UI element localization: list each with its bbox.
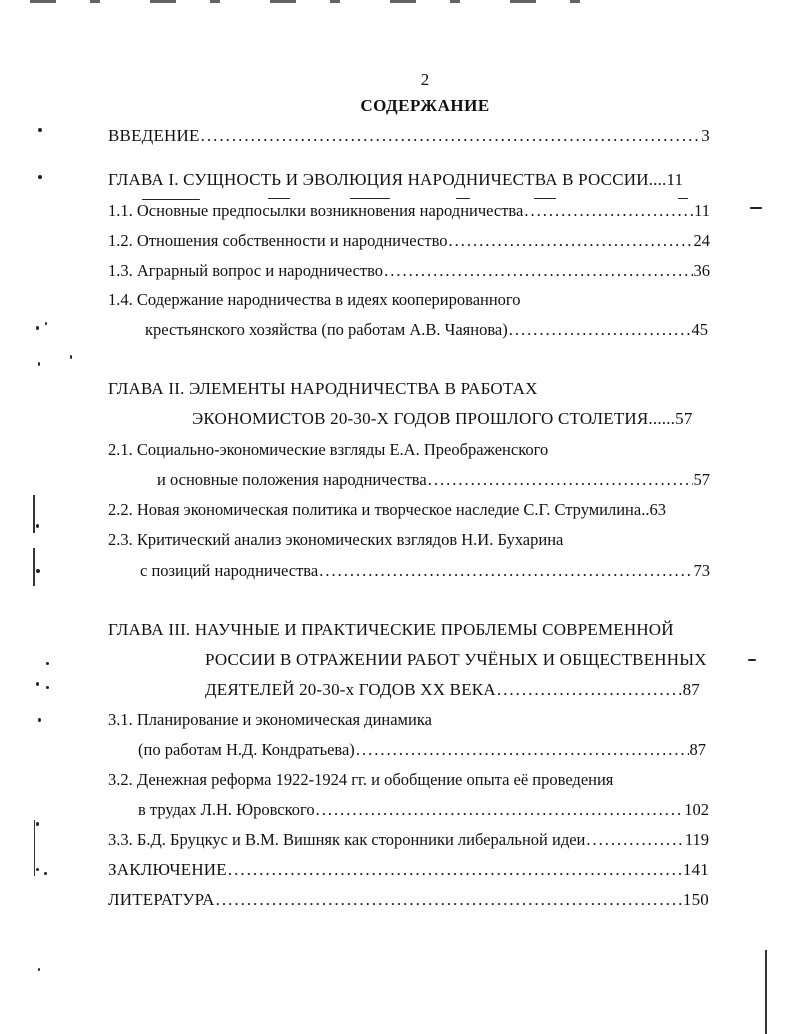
scan-speck <box>38 175 42 179</box>
toc-chapter-2-line1: ГЛАВА II. ЭЛЕМЕНТЫ НАРОДНИЧЕСТВА В РАБОТАХ <box>108 379 538 398</box>
toc-leader-dots <box>449 231 693 251</box>
toc-entry-3-2-line1: 3.2. Денежная реформа 1922-1924 гг. и обобщение опыта её проведения <box>108 770 614 789</box>
toc-title: СОДЕРЖАНИЕ <box>360 96 490 115</box>
scan-margin-line <box>33 548 35 586</box>
toc-chapter-2-line2: ЭКОНОМИСТОВ 20-30-Х ГОДОВ ПРОШЛОГО СТОЛЕТИЯ......57 <box>192 409 693 428</box>
pen-mark <box>534 198 556 199</box>
toc-entry-3-1-line2 <box>138 740 706 760</box>
page-number: 2 <box>420 70 430 89</box>
toc-page-number: 3 <box>701 126 710 145</box>
toc-page-number: 119 <box>684 830 709 849</box>
toc-entry-text: 1.2. Отношения собственности и народничество <box>108 231 448 250</box>
toc-entry-intro <box>108 126 710 146</box>
toc-entry-3-1-line1: 3.1. Планирование и экономическая динамика <box>108 710 432 729</box>
toc-entry-2-2: 2.2. Новая экономическая политика и творческое наследие С.Г. Струмилина..63 <box>108 500 666 519</box>
toc-leader-dots <box>509 320 691 340</box>
pen-mark <box>748 659 756 661</box>
scan-speck <box>38 718 41 722</box>
scan-speck <box>38 128 42 132</box>
toc-entry-2-3-line2 <box>140 561 710 581</box>
scan-speck <box>45 322 47 325</box>
toc-entry-2-1-line1: 2.1. Социально-экономические взгляды Е.А. Преображенского <box>108 440 549 459</box>
toc-chapter-3-line2: РОССИИ В ОТРАЖЕНИИ РАБОТ УЧЁНЫХ И ОБЩЕСТВЕННЫХ <box>205 650 707 669</box>
scan-top-edge <box>30 0 630 3</box>
toc-page-number: 102 <box>684 800 709 819</box>
toc-leader-dots <box>497 680 682 700</box>
toc-entry-1-4-line2 <box>145 320 708 340</box>
toc-entry-1-3 <box>108 261 710 281</box>
scan-speck <box>36 868 39 871</box>
toc-entry-2-1-line2 <box>157 470 710 490</box>
toc-chapter-1: ГЛАВА I. СУЩНОСТЬ И ЭВОЛЮЦИЯ НАРОДНИЧЕСТВА В РОССИИ....11 <box>108 170 684 189</box>
toc-entry-text: 1.1. Основные предпосылки возникновения народничества <box>108 201 524 220</box>
toc-entry-text: (по работам Н.Д. Кондратьева) <box>138 740 355 759</box>
toc-page-number: 141 <box>682 860 709 879</box>
toc-page-number: 87 <box>689 740 706 759</box>
toc-leader-dots <box>524 201 693 221</box>
scan-margin-line <box>34 820 35 876</box>
toc-entry-text: ЗАКЛЮЧЕНИЕ <box>108 860 227 879</box>
toc-page-number: 45 <box>691 320 708 339</box>
toc-chapter-3-line1: ГЛАВА III. НАУЧНЫЕ И ПРАКТИЧЕСКИЕ ПРОБЛЕМЫ СОВРЕМЕННОЙ <box>108 620 674 639</box>
toc-entry-text: крестьянского хозяйства (по работам А.В. Чаянова) <box>145 320 508 339</box>
scan-speck <box>36 326 39 330</box>
toc-entry-text: 1.3. Аграрный вопрос и народничество <box>108 261 384 280</box>
toc-entry-1-2 <box>108 231 710 251</box>
toc-leader-dots <box>216 890 682 910</box>
toc-leader-dots <box>316 800 684 820</box>
toc-page-number: 36 <box>693 261 710 280</box>
toc-page-number: 11 <box>694 201 710 220</box>
scan-speck <box>44 872 47 875</box>
toc-entry-text: и основные положения народничества <box>157 470 427 489</box>
toc-page-number: 24 <box>693 231 710 250</box>
scan-speck <box>46 662 49 665</box>
toc-leader-dots <box>586 830 683 850</box>
scan-margin-line <box>33 495 35 533</box>
toc-page-number: 87 <box>682 680 700 699</box>
pen-mark <box>350 198 390 199</box>
toc-leader-dots <box>356 740 689 760</box>
scan-speck <box>36 569 40 573</box>
toc-leader-dots <box>201 126 701 146</box>
toc-entry-2-3-line1: 2.3. Критический анализ экономических взглядов Н.И. Бухарина <box>108 530 564 549</box>
toc-page-number: 150 <box>682 890 709 909</box>
scan-speck <box>36 682 39 686</box>
toc-leader-dots <box>384 261 692 281</box>
toc-entry-1-1 <box>108 201 710 221</box>
scan-margin-line <box>765 950 767 1034</box>
pen-mark <box>456 198 470 199</box>
toc-entry-text: ЛИТЕРАТУРА <box>108 890 215 909</box>
toc-leader-dots <box>228 860 682 880</box>
scan-speck <box>38 968 40 971</box>
scan-speck <box>70 355 72 359</box>
toc-entry-text: ДЕЯТЕЛЕЙ 20-30-х ГОДОВ XX ВЕКА <box>205 680 496 699</box>
toc-entry-1-4-line1: 1.4. Содержание народничества в идеях кооперированного <box>108 290 521 309</box>
toc-leader-dots <box>428 470 693 490</box>
toc-entry-literature <box>108 890 709 910</box>
scan-speck <box>36 524 39 528</box>
toc-entry-conclusion <box>108 860 709 880</box>
pen-mark <box>142 199 200 200</box>
toc-entry-3-2-line2 <box>138 800 709 820</box>
toc-entry-text: 3.3. Б.Д. Бруцкус и В.М. Вишняк как сторонники либеральной идеи <box>108 830 586 849</box>
toc-leader-dots <box>319 561 692 581</box>
pen-mark <box>678 198 688 199</box>
toc-page-number: 73 <box>693 561 710 580</box>
toc-entry-text: с позиций народничества <box>140 561 319 580</box>
pen-mark <box>268 198 290 199</box>
scan-speck <box>38 362 40 366</box>
toc-entry-text: в трудах Л.Н. Юровского <box>138 800 315 819</box>
toc-page-number: 57 <box>693 470 710 489</box>
scan-speck <box>36 822 39 826</box>
toc-entry-3-3 <box>108 830 709 850</box>
pen-mark <box>750 207 762 209</box>
toc-chapter-3-line3 <box>205 680 700 700</box>
toc-entry-text: ВВЕДЕНИЕ <box>108 126 200 145</box>
scan-speck <box>46 686 49 689</box>
